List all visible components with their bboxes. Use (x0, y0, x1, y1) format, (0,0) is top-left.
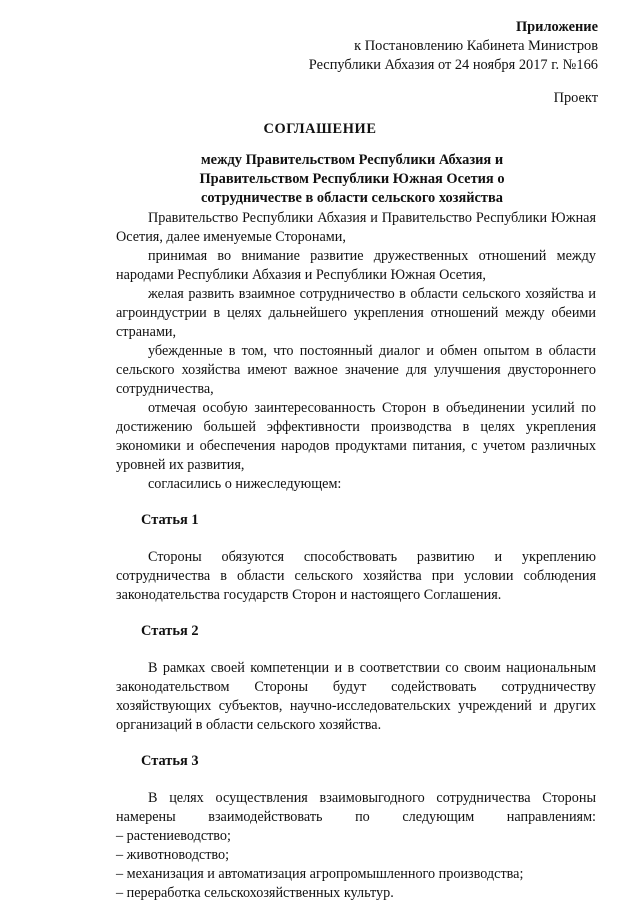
appendix-line: Республики Абхазия от 24 ноября 2017 г. №166 (308, 57, 598, 73)
preamble-paragraph: Правительство Республики Абхазия и Правительство Республики Южная Осетия, далее именуемые Сторонами, (116, 210, 596, 245)
list-item: – переработка сельскохозяйственных культур. (116, 885, 394, 901)
article-text: В целях осуществления взаимовыгодного сотрудничества Стороны намерены взаимодействовать по следующим направлениям: (116, 790, 596, 825)
article-heading: Статья 2 (141, 623, 199, 639)
preamble-paragraph: согласились о нижеследующем: (148, 476, 342, 492)
list-item: – животноводство; (116, 847, 230, 863)
list-item: – растениеводство; (116, 828, 231, 844)
appendix-block (309, 18, 598, 75)
preamble-paragraph: желая развить взаимное сотрудничество в области сельского хозяйства и агроиндустрии в целях дальнейшего укрепления отношений между обеими странами, (116, 286, 596, 340)
preamble-paragraph: отмечая особую заинтересованность Сторон в объединении усилий по достижению большей эффективности производства в целях укрепления экономики и обеспечения народов продуктами питания, с учетом различных уровней их развития, (116, 400, 596, 473)
preamble-paragraph: убежденные в том, что постоянный диалог и обмен опытом в области сельского хозяйства имеют важное значение для улучшения двустороннего сотрудничества, (116, 343, 596, 397)
project-label: Проект (553, 90, 598, 106)
subtitle-line: Правительством Республики Южная Осетия о (199, 171, 505, 187)
appendix-title: Приложение (515, 19, 598, 35)
document-title: СОГЛАШЕНИЕ (263, 121, 377, 137)
preamble-paragraph: принимая во внимание развитие дружественных отношений между народами Республики Абхазия и Республики Южная Осетия, (116, 248, 596, 283)
document-subtitle (0, 151, 640, 208)
article-text: В рамках своей компетенции и в соответствии со своим национальным законодательством Стороны будут содействовать сотрудничеству хозяйствующих субъектов, научно-исследовательских учреждений и других организаций в области сельского хозяйства. (116, 660, 596, 733)
list-item: – механизация и автоматизация агропромышленного производства; (116, 866, 524, 882)
article-text: Стороны обязуются способствовать развитию и укреплению сотрудничества в области сельского хозяйства при условии соблюдения законодательства государств Сторон и настоящего Соглашения. (116, 549, 596, 603)
subtitle-line: сотрудничестве в области сельского хозяйства (201, 190, 503, 206)
article-heading: Статья 1 (141, 512, 199, 528)
document-body (116, 209, 596, 903)
subtitle-line: между Правительством Республики Абхазия и (200, 152, 504, 168)
article-heading: Статья 3 (141, 753, 199, 769)
appendix-line: к Постановлению Кабинета Министров (354, 38, 598, 54)
